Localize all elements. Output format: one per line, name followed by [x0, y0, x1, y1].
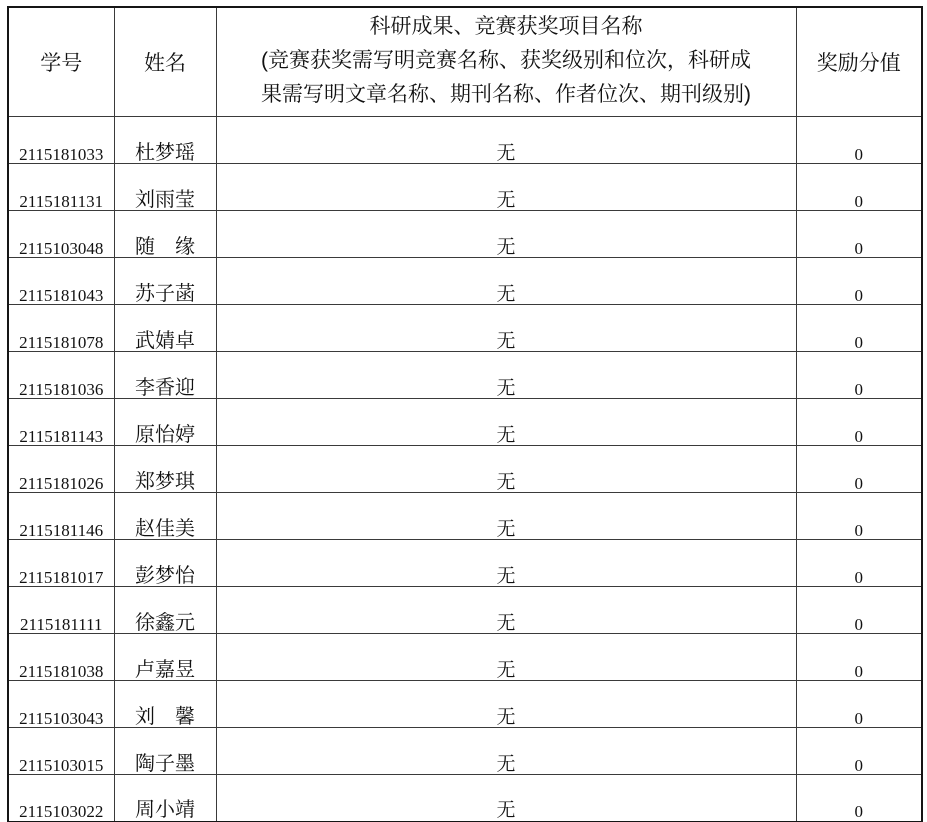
achievement-cell: 无 — [216, 728, 796, 775]
student-name-cell: 武婧卓 — [114, 305, 216, 352]
student-id-cell: 2115103015 — [8, 728, 114, 775]
table-row — [8, 681, 922, 728]
header-name: 姓名 — [114, 7, 216, 117]
student-id-cell: 2115181143 — [8, 399, 114, 446]
table-header — [8, 7, 922, 117]
table-row — [8, 493, 922, 540]
table-row — [8, 728, 922, 775]
student-id-cell: 2115181111 — [8, 587, 114, 634]
student-id-cell: 2115181036 — [8, 352, 114, 399]
student-id-cell: 2115103048 — [8, 211, 114, 258]
score-cell: 0 — [796, 305, 922, 352]
header-student-id: 学号 — [8, 7, 114, 117]
achievement-cell: 无 — [216, 399, 796, 446]
header-achievement-note-line2: 果需写明文章名称、期刊名称、作者位次、期刊级别) — [261, 83, 751, 106]
achievement-cell: 无 — [216, 211, 796, 258]
table-row — [8, 164, 922, 211]
table-row — [8, 352, 922, 399]
score-cell: 0 — [796, 164, 922, 211]
student-name-cell: 随 缘 — [114, 211, 216, 258]
score-cell: 0 — [796, 587, 922, 634]
table-row — [8, 211, 922, 258]
score-cell: 0 — [796, 399, 922, 446]
score-cell: 0 — [796, 681, 922, 728]
header-achievement-title: 科研成果、竞赛获奖项目名称 — [369, 15, 643, 38]
table-row — [8, 305, 922, 352]
achievement-cell: 无 — [216, 258, 796, 305]
score-cell: 0 — [796, 540, 922, 587]
header-score: 奖励分值 — [796, 7, 922, 117]
student-name-cell: 卢嘉昱 — [114, 634, 216, 681]
table-row — [8, 258, 922, 305]
student-name-cell: 陶子墨 — [114, 728, 216, 775]
student-name-cell: 刘 馨 — [114, 681, 216, 728]
achievement-cell: 无 — [216, 775, 796, 822]
score-cell: 0 — [796, 446, 922, 493]
student-id-cell: 2115181026 — [8, 446, 114, 493]
achievement-cell: 无 — [216, 540, 796, 587]
score-cell: 0 — [796, 728, 922, 775]
achievement-cell: 无 — [216, 493, 796, 540]
awards-table — [7, 6, 923, 822]
student-id-cell: 2115181146 — [8, 493, 114, 540]
score-cell: 0 — [796, 775, 922, 822]
table-row — [8, 634, 922, 681]
achievement-cell: 无 — [216, 446, 796, 493]
achievement-cell: 无 — [216, 117, 796, 164]
table-row — [8, 446, 922, 493]
achievement-cell: 无 — [216, 352, 796, 399]
student-name-cell: 彭梦怡 — [114, 540, 216, 587]
student-id-cell: 2115181078 — [8, 305, 114, 352]
table-row — [8, 775, 922, 822]
achievement-cell: 无 — [216, 587, 796, 634]
student-id-cell: 2115181033 — [8, 117, 114, 164]
achievement-cell: 无 — [216, 681, 796, 728]
table-row — [8, 540, 922, 587]
student-name-cell: 刘雨莹 — [114, 164, 216, 211]
student-id-cell: 2115181131 — [8, 164, 114, 211]
score-cell: 0 — [796, 493, 922, 540]
header-achievement-note-line1: (竞赛获奖需写明竞赛名称、获奖级别和位次，科研成 — [261, 49, 751, 72]
score-cell: 0 — [796, 211, 922, 258]
score-cell: 0 — [796, 634, 922, 681]
student-name-cell: 杜梦瑶 — [114, 117, 216, 164]
achievement-cell: 无 — [216, 164, 796, 211]
table-body — [8, 117, 922, 822]
student-name-cell: 赵佳美 — [114, 493, 216, 540]
student-name-cell: 徐鑫元 — [114, 587, 216, 634]
student-id-cell: 2115181043 — [8, 258, 114, 305]
score-cell: 0 — [796, 117, 922, 164]
student-name-cell: 周小靖 — [114, 775, 216, 822]
student-name-cell: 郑梦琪 — [114, 446, 216, 493]
score-cell: 0 — [796, 352, 922, 399]
score-cell: 0 — [796, 258, 922, 305]
table-row — [8, 399, 922, 446]
header-achievement — [216, 7, 796, 117]
student-id-cell: 2115181038 — [8, 634, 114, 681]
student-id-cell: 2115103043 — [8, 681, 114, 728]
table-row — [8, 117, 922, 164]
student-name-cell: 原怡婷 — [114, 399, 216, 446]
achievement-cell: 无 — [216, 634, 796, 681]
table-row — [8, 587, 922, 634]
student-name-cell: 李香迎 — [114, 352, 216, 399]
student-id-cell: 2115103022 — [8, 775, 114, 822]
student-id-cell: 2115181017 — [8, 540, 114, 587]
student-name-cell: 苏子菡 — [114, 258, 216, 305]
header-row — [8, 7, 922, 117]
achievement-cell: 无 — [216, 305, 796, 352]
